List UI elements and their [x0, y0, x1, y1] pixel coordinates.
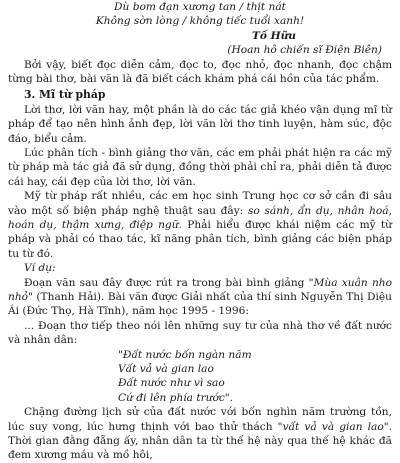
paragraph-example-lead: ... Đoạn thơ tiếp theo nói lên những suy tư của nhà thơ về đất nước và nhân dân: — [8, 319, 392, 347]
italic-run: Mùa xuân nho nhỏ — [8, 276, 392, 304]
section-heading: 3. Mĩ từ pháp — [24, 88, 106, 102]
poem-line: Đất nước như vì sao — [118, 377, 225, 390]
paragraph-conclusion: Bởi vậy, biết đọc diễn cảm, đọc to, đọc nhỏ, đọc nhanh, đọc chậm từng bài thơ, bài văn là đã biết cách khám phá cái hồn của tác phẩm. — [8, 58, 392, 85]
example-label: Ví dụ: — [24, 262, 56, 275]
quoted-poem — [8, 348, 392, 406]
paragraph-example-source — [8, 276, 392, 319]
text-run: " (Thanh Hải). Bài văn được Giải nhất của thí sinh Nguyễn Thị Diệu Ái (Đức Thọ, Hà Tĩnh), năm học 1995 - 1996: — [8, 291, 392, 318]
poem-line: "Đất nước bốn ngàn năm — [118, 348, 252, 361]
poem-source: (Hoan hô chiến sĩ Điện Biên) — [227, 44, 382, 57]
text-run: Đoạn văn sau đây được rút ra trong bài bình giảng " — [24, 276, 314, 289]
text-run: ". Thời gian đằng đẵng ấy, nhân dân ta từ thế hệ này qua thế hệ khác đã đem xương máu và mồ hôi, — [8, 420, 393, 462]
paragraph-analysis: Lúc phân tích - bình giảng thơ văn, các em phải phát hiện ra các mỹ từ pháp mà tác giả đã sử dụng, đồng thời phải chỉ ra, phải diễn tả được cái hay, cái đẹp của lời thơ, lời văn. — [8, 147, 392, 188]
poem-line: Không sờn lòng / không tiếc tuổi xanh! — [95, 15, 305, 28]
poem-line: Vất vả và gian lao — [118, 363, 214, 376]
opening-poem — [8, 0, 392, 29]
italic-run: vất vả và gian lao — [282, 420, 384, 433]
paragraph-techniques — [8, 189, 392, 261]
text-run: Mỹ từ pháp rất nhiều, các em học sinh Trung học cơ sở cần đi sâu vào một số biện pháp nghệ thuật sau đây: — [8, 190, 392, 217]
paragraph-history — [8, 405, 392, 463]
text-run: Chặng đường lịch sử của đất nước với bốn nghìn năm trường tồn, lúc suy vong, lúc hưng thịnh với bao thử thách " — [8, 406, 392, 433]
poem-line: Cứ đi lên phía trước". — [118, 391, 234, 404]
paragraph-intro: Lời thơ, lời văn hay, một phần là do các tác giả khéo vận dụng mĩ từ pháp để tạo nên hình ảnh đẹp, lời văn lời thơ tinh luyện, hàm súc, độc đáo, biểu cảm. — [8, 103, 392, 145]
italic-run: so sánh, ẩn dụ, nhân hoá, hoán dụ, thậm xưng, điệp ngữ — [8, 204, 392, 232]
text-run: . Phải hiểu được khái niệm các mỹ từ pháp và phải có thao tác, kĩ năng phân tích, bình giảng các biện pháp tu từ đó. — [8, 219, 392, 260]
poem-line: Dù bom đạn xương tan / thịt nát — [114, 1, 286, 13]
poem-author: Tố Hữu — [251, 29, 296, 42]
